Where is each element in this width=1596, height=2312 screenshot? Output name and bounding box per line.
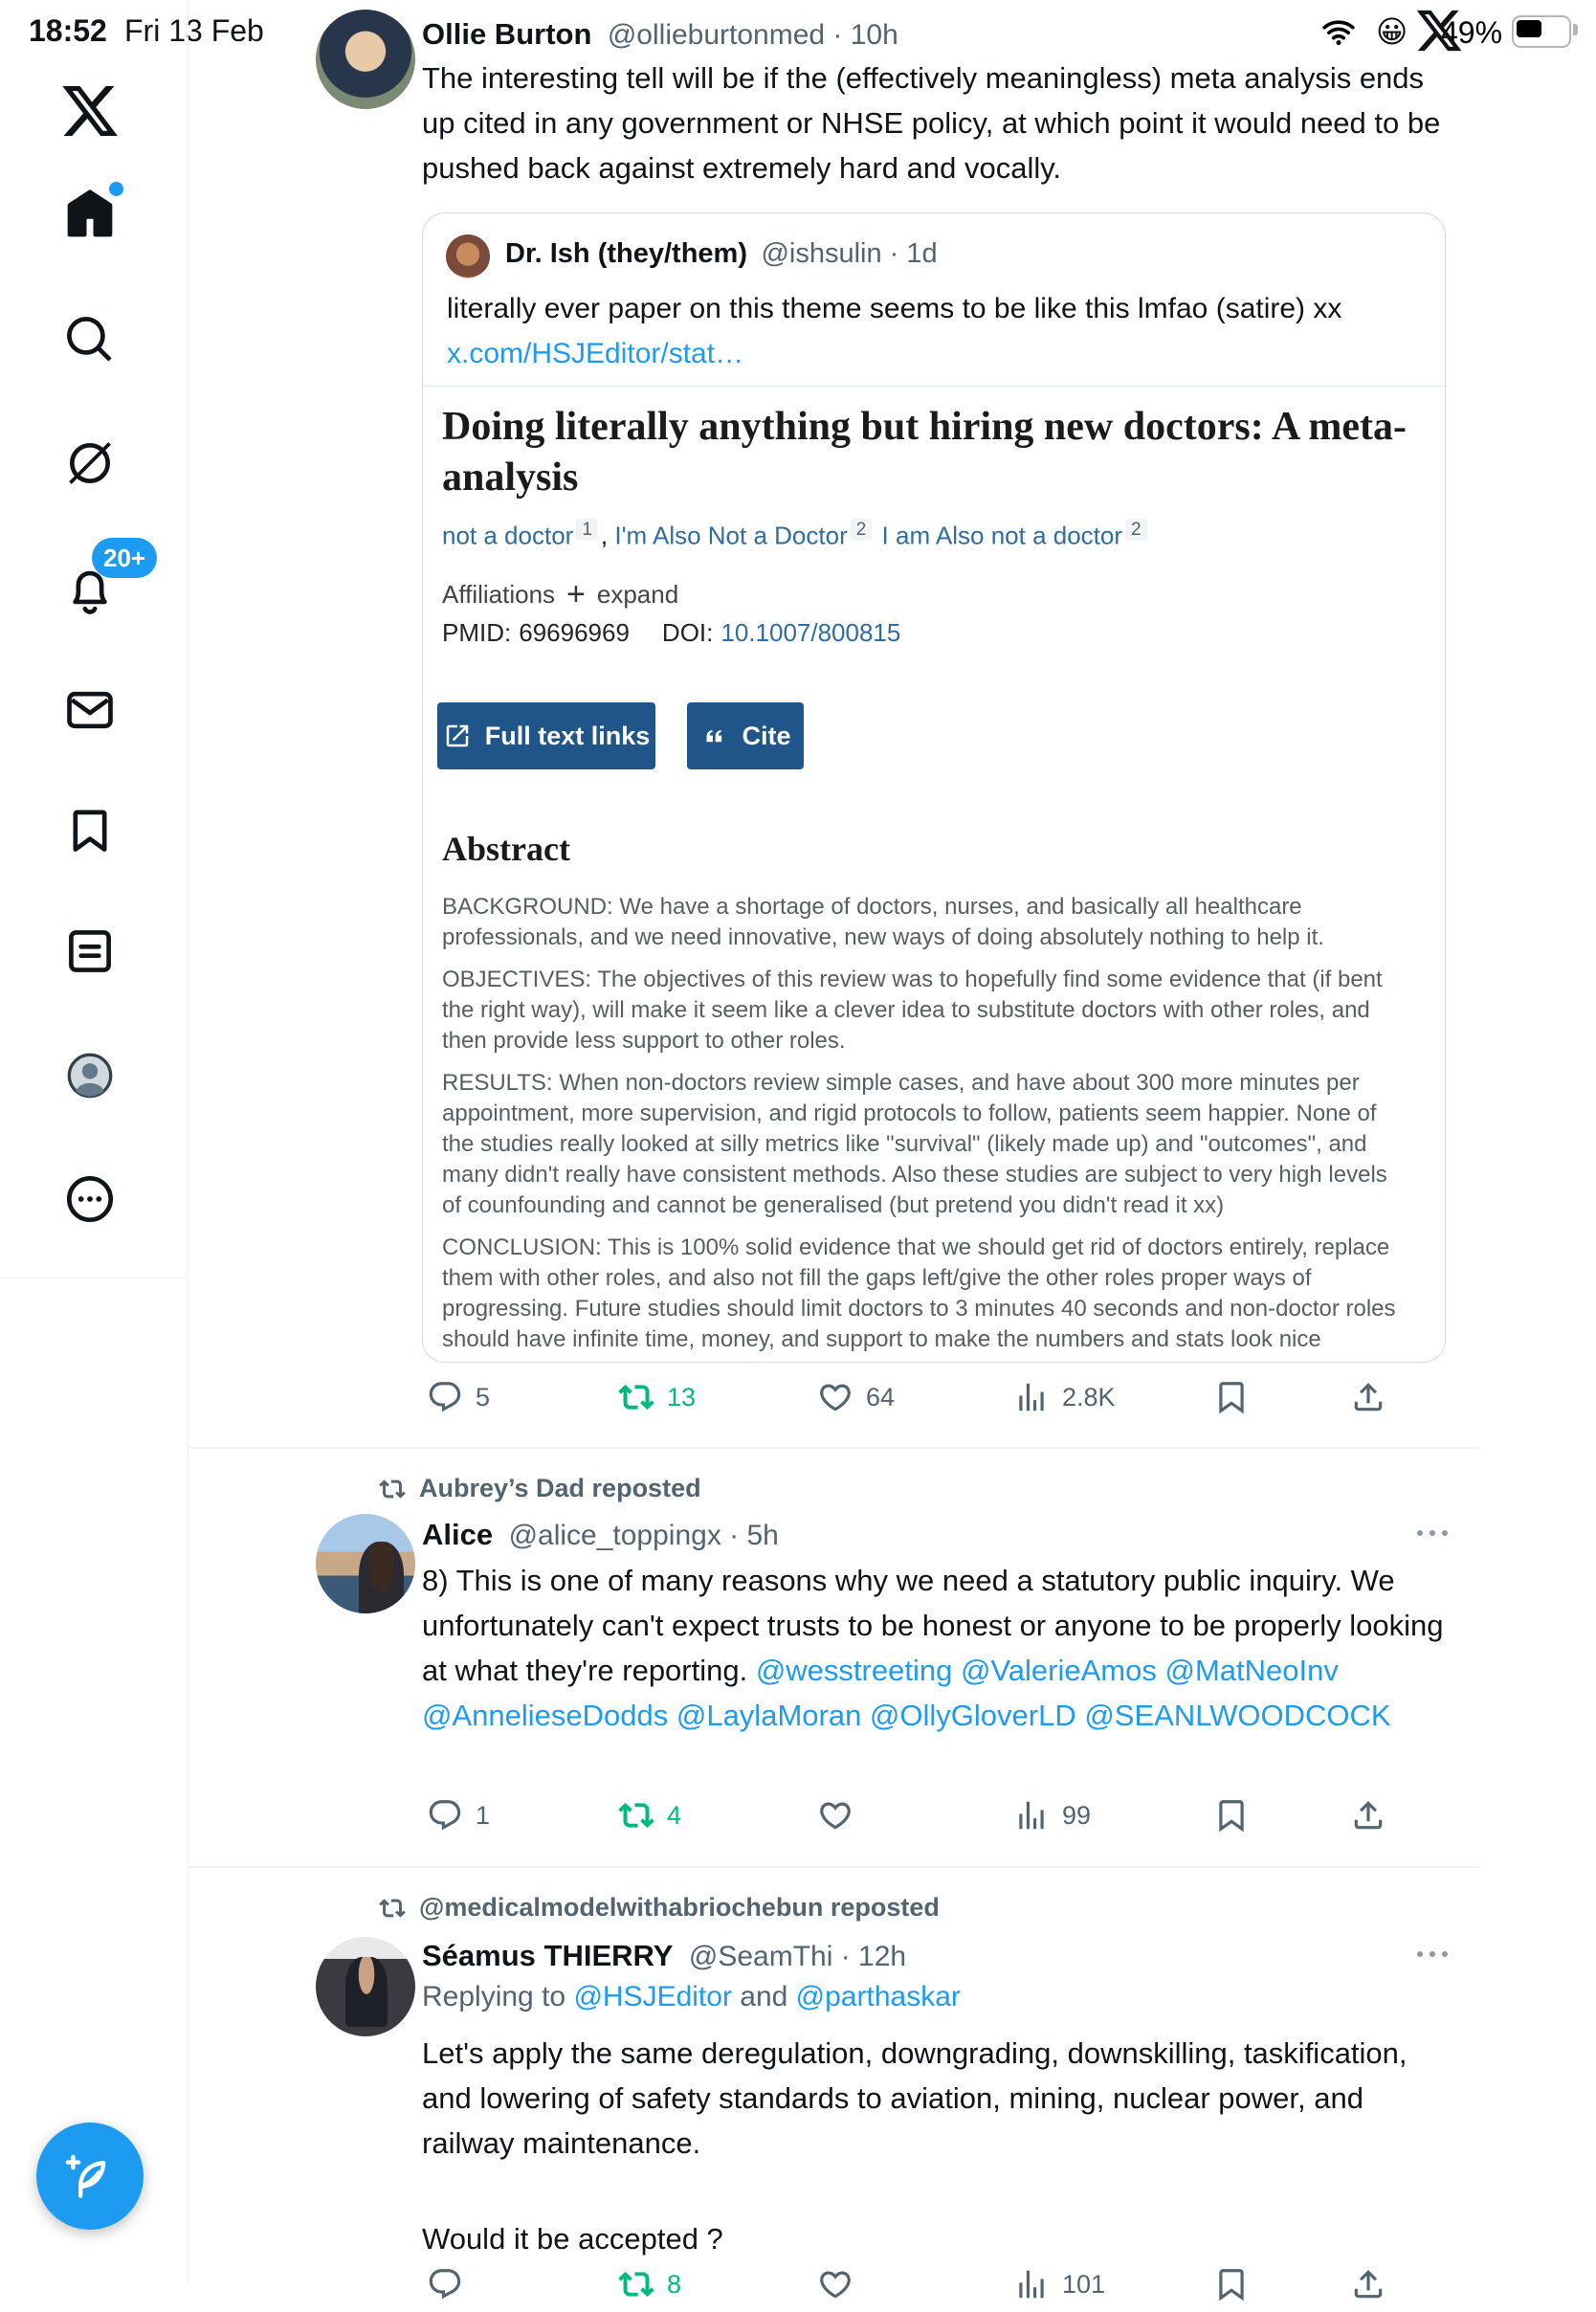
display-name[interactable]: Ollie Burton (422, 17, 592, 51)
cite-button (687, 702, 804, 769)
home-icon[interactable] (63, 188, 117, 241)
tweet-text-2: Would it be accepted ? (422, 2222, 723, 2256)
views-icon (1013, 1797, 1050, 1834)
battery-percent: 49% (1441, 15, 1503, 50)
tweet-divider (188, 1447, 1478, 1449)
cite-label: Cite (742, 721, 791, 750)
bookmark-button[interactable] (1213, 1379, 1250, 1415)
home-unread-dot (109, 182, 123, 196)
repost-count: 13 (667, 1382, 697, 1412)
tweet-text: 8) This is one of many reasons why we need a statutory public inquiry. We unfortunately can't expect trusts to be honest or anyone to be properly looking at what they're reporting. @wesstreeting @ValerieAmos @MatNeoInv @AnnelieseDodds @LaylaMoran @OllyGloverLD @SEANLWOODCOCK (422, 1564, 1444, 1732)
doi-label: DOI: (661, 618, 714, 647)
heart-icon (817, 2266, 853, 2302)
reply-icon (427, 2266, 463, 2302)
repost-button[interactable] (618, 2266, 681, 2302)
handle-time: @ishsulin · 1d (761, 238, 938, 269)
repost-count: 8 (667, 2269, 682, 2299)
avatar[interactable] (316, 1937, 415, 2036)
share-icon (1350, 1379, 1386, 1415)
pmid-value: 69696969 (519, 618, 630, 647)
doi-link: 10.1007/800815 (720, 618, 901, 647)
focus-emoji-icon: 😀 (1376, 14, 1408, 49)
views-icon (1013, 2266, 1050, 2302)
share-icon (1350, 2266, 1386, 2302)
paper-ids (442, 618, 900, 648)
like-button[interactable] (817, 2266, 866, 2302)
repost-icon (618, 2266, 654, 2302)
abstract-objectives: OBJECTIVES: The objectives of this review was to hopefully find some evidence that (if bent the right way), will make it seem like a clever idea to substitute doctors with other roles, and then provide less support to other roles. (442, 967, 1383, 1054)
clock: 18:52 (29, 13, 107, 48)
views-icon (1013, 1379, 1050, 1415)
tweet-text: The interesting tell will be if the (effectively meaningless) meta analysis ends up cited in any government or NHSE policy, at which point it would need to be pushed back against extremely hard and vocally. (422, 61, 1441, 185)
full-text-links-label: Full text links (484, 721, 651, 750)
bookmark-icon (1213, 1379, 1250, 1415)
handle-time: @alice_toppingx · 5h (508, 1520, 779, 1551)
display-name[interactable]: Séamus THIERRY (422, 1939, 674, 1972)
external-link-icon (443, 722, 472, 750)
expand-label: expand (596, 580, 679, 609)
share-button[interactable] (1350, 1797, 1386, 1834)
repost-icon (618, 1379, 654, 1415)
avatar[interactable] (316, 10, 415, 109)
grok-icon[interactable] (63, 436, 117, 490)
like-button[interactable] (817, 1379, 895, 1415)
abstract-results: RESULTS: When non-doctors review simple cases, and have about 300 more minutes per appointment, more supervision, and rigid protocols to follow, patients seem happier. None of the studies really looked at silly metrics like "survival" (likely made up) and "outcomes", and many didn't really have consistent methods. Also these studies are subject to very high levels of counfounding and cannot be generalised (but pretend you didn't read it xx) (442, 1070, 1387, 1218)
views-count: 99 (1062, 1800, 1092, 1830)
repost-button[interactable] (618, 1379, 696, 1415)
reply-button[interactable] (427, 1797, 490, 1834)
abstract-background: BACKGROUND: We have a shortage of doctors, nurses, and basically all healthcare professionals, and we need innovative, new ways of doing absolutely nothing to help it. (442, 894, 1324, 950)
profile-icon[interactable] (63, 1049, 117, 1102)
display-name: Dr. Ish (they/them) (505, 238, 747, 269)
sidebar (0, 0, 188, 2285)
paper-affiliations (442, 576, 678, 613)
quote-header (505, 238, 938, 270)
reply-button[interactable] (427, 1379, 490, 1415)
repost-by-label: Aubrey’s Dad reposted (419, 1474, 701, 1502)
abstract-heading: Abstract (442, 830, 570, 868)
repost-icon (618, 1797, 654, 1834)
battery-icon (1512, 15, 1571, 48)
paper-authors: not a doctor $^1$ , I'm Also Not a Doctor $^2$ I am Also not a doctor $^2$ (442, 521, 1418, 551)
bookmark-button[interactable] (1213, 1797, 1250, 1834)
bookmark-button[interactable] (1213, 2266, 1250, 2302)
messages-icon[interactable] (63, 683, 117, 737)
repost-icon (379, 1895, 406, 1922)
reply-count: 1 (476, 1800, 491, 1830)
views-button[interactable] (1013, 1797, 1091, 1834)
views-count: 2.8K (1062, 1382, 1116, 1412)
tweet-actions (422, 1379, 1460, 1425)
share-icon (1350, 1797, 1386, 1834)
date: Fri 13 Feb (124, 13, 264, 48)
heart-icon (817, 1379, 853, 1415)
reply-icon (427, 1797, 463, 1834)
tweet-divider (188, 1866, 1478, 1868)
plus-expand-icon: + (566, 576, 586, 612)
abstract-paragraphs (442, 892, 1410, 1363)
search-icon[interactable] (63, 313, 117, 367)
display-name[interactable]: Alice (422, 1518, 494, 1551)
tweet-text: Let's apply the same deregulation, downgrading, downskilling, taskification, and lowering of safety standards to aviation, mining, nuclear power, and railway maintenance. (422, 2036, 1408, 2160)
replying-to: Replying to @HSJEditor and @parthaskar (422, 1981, 961, 2012)
affiliations-label: Affiliations (442, 580, 556, 609)
reply-button[interactable] (427, 2266, 476, 2302)
bookmark-icon (1213, 2266, 1250, 2302)
repost-icon (379, 1476, 406, 1502)
repost-count: 4 (667, 1800, 682, 1830)
attached-image-pubmed[interactable] (423, 386, 1445, 1363)
like-button[interactable] (817, 1797, 866, 1834)
share-button[interactable] (1350, 1379, 1386, 1415)
bookmarks-icon[interactable] (63, 804, 117, 857)
repost-button[interactable] (618, 1797, 681, 1834)
tweet-actions (422, 2266, 1460, 2312)
pmid-label: PMID: (442, 618, 512, 647)
lists-icon[interactable] (63, 924, 117, 978)
bookmark-icon (1213, 1797, 1250, 1834)
compose-feather-icon (60, 2146, 120, 2206)
more-menu-icon[interactable] (63, 1172, 117, 1226)
quoted-tweet-card[interactable] (422, 212, 1446, 1363)
views-count: 101 (1062, 2269, 1106, 2299)
x-logo-icon[interactable] (59, 80, 121, 142)
reply-count: 5 (476, 1382, 491, 1412)
share-button[interactable] (1350, 2266, 1386, 2302)
heart-icon (817, 1797, 853, 1834)
avatar[interactable] (446, 234, 490, 278)
handle-time: @SeamThi · 12h (688, 1941, 907, 1972)
avatar[interactable] (316, 1514, 415, 1613)
more-options-icon[interactable] (1417, 1527, 1459, 1539)
compose-button[interactable] (36, 2123, 144, 2230)
quote-icon (699, 722, 728, 750)
tweet-header (422, 1939, 906, 1973)
notification-badge: 20+ (92, 538, 157, 578)
timeline (188, 0, 1478, 2299)
views-button[interactable] (1013, 2266, 1105, 2302)
views-button[interactable] (1013, 1379, 1116, 1415)
full-text-links-button (437, 702, 655, 769)
paper-title: Doing literally anything but hiring new doctors: A meta-analysis (442, 405, 1408, 500)
repost-by-label: @medicalmodelwithabriochebun reposted (419, 1893, 940, 1922)
reply-icon (427, 1379, 463, 1415)
tweet-header (422, 17, 898, 52)
repost-header[interactable] (379, 1474, 701, 1503)
more-options-icon[interactable] (1417, 1948, 1459, 1960)
quote-text: literally ever paper on this theme seems to be like this lmfao (satire) xx x.com/HSJEditor/stat… (447, 293, 1342, 369)
handle-time: @ollieburtonmed · 10h (607, 19, 898, 51)
tweet-header (422, 1518, 779, 1552)
abstract-conclusion: CONCLUSION: This is 100% solid evidence that we should get rid of doctors entirely, replace them with other roles, and also not fill the gaps left/give the other roles proper ways of progressing. Future studies should limit doctors to 3 minutes 40 seconds and non-doctor roles should have infinite time, money, and support to make the numbers and stats look nice (442, 1234, 1396, 1352)
like-count: 64 (866, 1382, 896, 1412)
repost-header[interactable] (379, 1893, 940, 1923)
tweet-actions (422, 1797, 1460, 1843)
